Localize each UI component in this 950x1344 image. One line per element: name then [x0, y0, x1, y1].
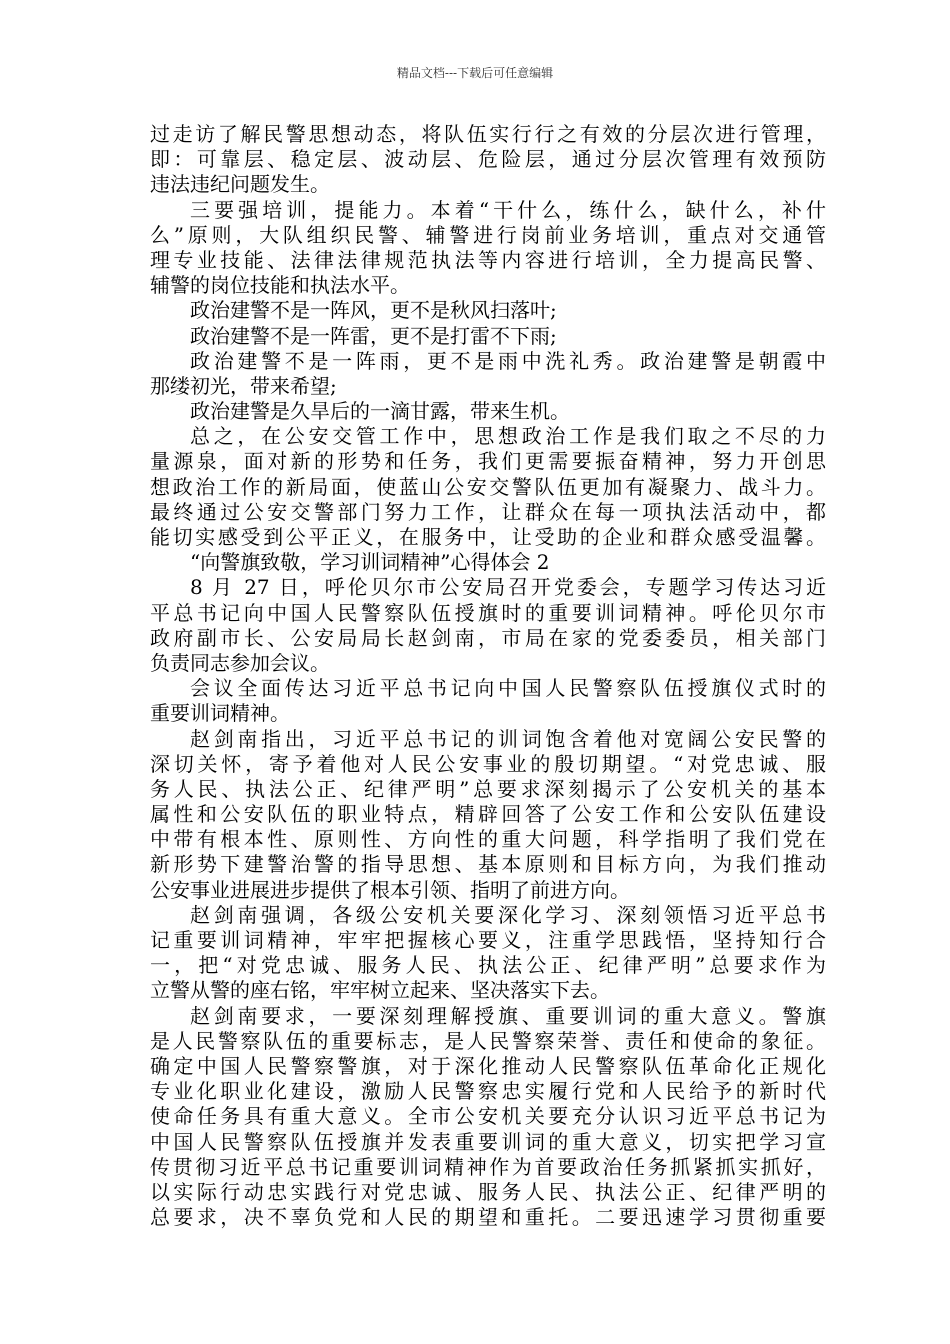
document-body: [150, 122, 826, 1230]
text-line: 违法违纪问题发生。: [150, 172, 330, 197]
text-line: 政治建警是久旱后的一滴甘露，带来生机。: [190, 399, 570, 424]
text-line: 务人民、执法公正、纪律严明”总要求深刻揭示了公安机关的基本: [150, 776, 826, 801]
text-line: 赵剑南指出，习近平总书记的训词饱含着他对宽阔公安民警的: [190, 726, 826, 751]
text-line: 即：可靠层、稳定层、波动层、危险层，通过分层次管理有效预防: [150, 147, 826, 172]
text-line: 么”原则，大队组织民警、辅警进行岗前业务培训，重点对交通管: [150, 222, 826, 247]
text-line: 以实际行动忠实践行对党忠诚、服务人民、执法公正、纪律严明的: [150, 1179, 826, 1204]
text-line: 理专业技能、法律法律规范执法等内容进行培训，全力提高民警、: [150, 247, 826, 272]
text-line: 赵剑南要求，一要深刻理解授旗、重要训词的重大意义。警旗: [190, 1003, 826, 1028]
text-line: 三要强培训，提能力。本着“干什么，练什么，缺什么，补什: [190, 197, 826, 222]
text-line: 负责同志参加会议。: [150, 650, 330, 675]
text-line: 记重要训词精神，牢牢把握核心要义，注重学思践悟，坚持知行合: [150, 928, 826, 952]
text-line: 平总书记向中国人民警察队伍授旗时的重要训词精神。呼伦贝尔市: [150, 600, 826, 625]
text-line: 总要求，决不辜负党和人民的期望和重托。二要迅速学习贯彻重要: [150, 1205, 826, 1230]
text-line: 过走访了解民警思想动态，将队伍实行行之有效的分层次进行管理，: [150, 122, 826, 146]
text-line: 最终通过公安交警部门努力工作，让群众在每一项执法活动中，都: [150, 499, 826, 524]
text-line: 中国人民警察队伍授旗并发表重要训词的重大意义，切实把学习宣: [150, 1129, 826, 1154]
text-line: 公安事业进展进步提供了根本引领、指明了前进方向。: [150, 877, 630, 902]
text-line: 政治建警不是一阵雨，更不是雨中洗礼秀。政治建警是朝霞中: [190, 348, 826, 373]
text-line: 政府副市长、公安局局长赵剑南，市局在家的党委委员，相关部门: [150, 625, 826, 650]
text-line: 赵剑南强调，各级公安机关要深化学习、深刻领悟习近平总书: [190, 902, 826, 927]
text-line: 使命任务具有重大意义。全市公安机关要充分认识习近平总书记为: [150, 1104, 826, 1129]
text-line: 总之，在公安交管工作中，思想政治工作是我们取之不尽的力: [190, 424, 826, 449]
text-line: 专业化职业化建设，激励人民警察忠实履行党和人民给予的新时代: [150, 1079, 826, 1104]
text-line: 传贯彻习近平总书记重要训词精神作为首要政治任务抓紧抓实抓好，: [150, 1154, 826, 1179]
text-line: 那缕初光，带来希望;: [150, 373, 337, 398]
text-line: 会议全面传达习近平总书记向中国人民警察队伍授旗仪式时的: [190, 676, 826, 701]
text-line: 立警从警的座右铭，牢牢树立起来、坚决落实下去。: [150, 978, 610, 1003]
text-line: “向警旗致敬，学习训词精神”心得体会 2: [190, 550, 550, 575]
text-line: 量源泉，面对新的形势和任务，我们更需要振奋精神，努力开创思: [150, 449, 826, 474]
text-line: 深切关怀，寄予着他对人民公安事业的殷切期望。“对党忠诚、服: [150, 751, 826, 776]
page-header: 精品文档---下载后可任意编辑: [396, 66, 554, 80]
text-line: 中带有根本性、原则性、方向性的重大问题，科学指明了我们党在: [150, 827, 826, 852]
text-line: 辅警的岗位技能和执法水平。: [150, 273, 410, 298]
text-line: 能切实感受到公平正义，在服务中，让受助的企业和群众感受温馨。: [150, 525, 826, 549]
text-line: 政治建警不是一阵风，更不是秋风扫落叶;: [190, 298, 557, 323]
text-line: 重要训词精神。: [150, 701, 290, 726]
text-line: 政治建警不是一阵雷，更不是打雷不下雨;: [190, 323, 557, 348]
text-line: 8 月 27 日，呼伦贝尔市公安局召开党委会，专题学习传达习近: [190, 575, 826, 600]
text-line: 想政治工作的新局面，使蓝山公安交警队伍更加有凝聚力、战斗力。: [150, 474, 826, 499]
text-line: 确定中国人民警察警旗，对于深化推动人民警察队伍革命化正规化: [150, 1053, 826, 1078]
text-line: 属性和公安队伍的职业特点，精辟回答了公安工作和公安队伍建设: [150, 802, 826, 827]
text-line: 新形势下建警治警的指导思想、基本原则和目标方向，为我们推动: [150, 852, 826, 877]
text-line: 是人民警察队伍的重要标志，是人民警察荣誉、责任和使命的象征。: [150, 1028, 826, 1053]
text-line: 一，把“对党忠诚、服务人民、执法公正、纪律严明”总要求作为: [150, 953, 826, 978]
